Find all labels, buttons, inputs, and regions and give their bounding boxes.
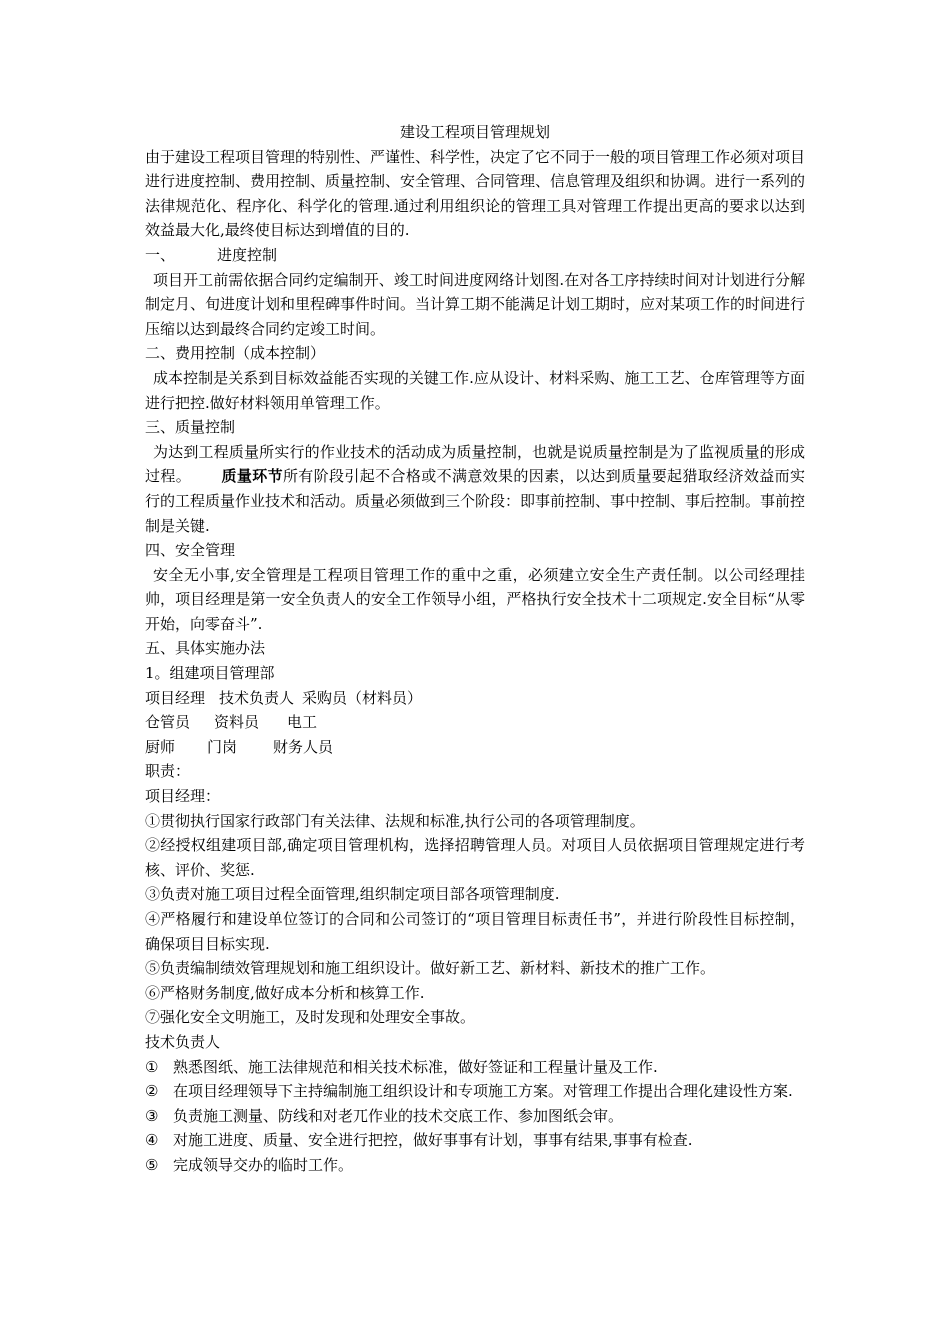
pm-item: ⑤负责编制绩效管理规划和施工组织设计。做好新工艺、新材料、新技术的推广工作。: [145, 959, 716, 978]
section-3-body-part-b: 所有阶段引起不合格或不满意效果的因素，以达到质量要起猎取经济效益而实行的工程质量作业技术和活动。质量必须做到三个阶段：即事前控制、事中控制、事后控制。事前控制是关键.: [145, 467, 806, 535]
pm-item: ②经授权组建项目部,确定项目管理机构，选择招聘管理人员。对项目人员依据项目管理规定进行考核、评价、奖惩.: [145, 836, 805, 879]
section-1-number: 一、: [145, 245, 176, 264]
roles-row-2: [145, 710, 805, 735]
roles-row-1: [145, 686, 805, 711]
role: 仓管员: [145, 713, 191, 732]
tech-item-number: ②: [145, 1082, 159, 1101]
role: 采购员（材料员）: [302, 688, 423, 707]
intro-paragraph: 由于建设工程项目管理的特别性、严谨性、科学性，决定了它不同于一般的项目管理工作必须对项目进行进度控制、费用控制、质量控制、安全管理、合同管理、信息管理及组织和协调。进行一系列的法律规范化、程序化、科学化的管理.通过利用组织论的管理工具对管理工作提出更高的要求以达到效益最大化,最终使目标达到增值的目的.: [145, 147, 806, 240]
tech-item: [145, 1153, 805, 1178]
duties-label: 职责：: [145, 762, 191, 781]
section-2-heading: 二、费用控制（成本控制）: [145, 344, 326, 363]
tech-item-text: 在项目经理领导下主持编制施工组织设计和专项施工方案。对管理工作提出合理化建设性方案.: [173, 1082, 793, 1101]
role: 技术负责人: [219, 688, 295, 707]
role: 厨师: [145, 737, 176, 756]
role: 财务人员: [273, 737, 334, 756]
role: 电工: [287, 713, 318, 732]
pm-item: ⑦强化安全文明施工，及时发现和处理安全事故。: [145, 1008, 476, 1027]
section-5-heading: 五、具体实施办法: [145, 639, 266, 658]
tech-item-number: ①: [145, 1057, 159, 1076]
tech-item-text: 完成领导交办的临时工作。: [173, 1155, 354, 1174]
tech-item-number: ③: [145, 1106, 159, 1125]
pm-item: ③负责对施工项目过程全面管理,组织制定项目部各项管理制度.: [145, 885, 560, 904]
section-1-heading: [145, 243, 805, 268]
tech-item-text: 对施工进度、质量、安全进行把控，做好事事有计划，事事有结果,事事有检查.: [173, 1131, 693, 1150]
section-3-heading: 三、质量控制: [145, 418, 236, 437]
tech-item-text: 负责施工测量、防线和对老兀作业的技术交底工作、参加图纸会审。: [173, 1106, 624, 1125]
section-4-heading: 四、安全管理: [145, 541, 236, 560]
section-3-body: [145, 440, 805, 538]
pm-item: ①贯彻执行国家行政部门有关法律、法规和标准,执行公司的各项管理制度。: [145, 811, 645, 830]
section-1-body: 项目开工前需依据合同约定编制开、竣工时间进度网络计划图.在对各工序持续时间对计划进行分解制定月、旬进度计划和里程碑事件时间。当计算工期不能满足计划工期时，应对某项工作的时间进行压缩以达到最终合同约定竣工时间。: [145, 270, 806, 338]
tech-item: [145, 1079, 805, 1104]
section-2-body: 成本控制是关系到目标效益能否实现的关键工作.应从设计、材料采购、施工工艺、仓库管理等方面进行把控.做好材料领用单管理工作。: [145, 368, 805, 412]
section-5-sub-1: 1。组建项目管理部: [145, 664, 275, 683]
tech-item-text: 熟悉图纸、施工法律规范和相关技术标准，做好签证和工程量计量及工作.: [173, 1057, 658, 1076]
tech-item: [145, 1128, 805, 1153]
document-page: [145, 120, 805, 1178]
tech-item: [145, 1055, 805, 1080]
tech-item-number: ④: [145, 1131, 159, 1150]
role: 项目经理: [145, 688, 206, 707]
document-title: 建设工程项目管理规划: [399, 123, 550, 141]
tech-label: 技术负责人: [145, 1032, 221, 1051]
section-1-title: 进度控制: [217, 245, 278, 264]
roles-row-3: [145, 735, 805, 760]
section-3-bold-term: 质量环节: [221, 467, 283, 486]
section-4-body: 安全无小事,安全管理是工程项目管理工作的重中之重，必须建立安全生产责任制。以公司经理挂帅，项目经理是第一安全负责人的安全工作领导小组，严格执行安全技术十二项规定.安全目标“从零开始，向零奋斗”.: [145, 565, 805, 633]
pm-item: ⑥严格财务制度,做好成本分析和核算工作.: [145, 983, 425, 1002]
pm-label: 项目经理：: [145, 787, 221, 806]
role: 门岗: [207, 737, 238, 756]
role: 资料员: [214, 713, 260, 732]
pm-item: ④严格履行和建设单位签订的合同和公司签订的“项目管理目标责任书”，并进行阶段性目标控制，确保项目目标实现.: [145, 910, 805, 953]
tech-item-number: ⑤: [145, 1155, 159, 1174]
tech-item: [145, 1104, 805, 1129]
section-3-body-part-a: 为达到工程质量所实行的作业技术的活动成为质量控制，也就是说质量控制是为了监视质量的形成过程。: [145, 442, 805, 486]
